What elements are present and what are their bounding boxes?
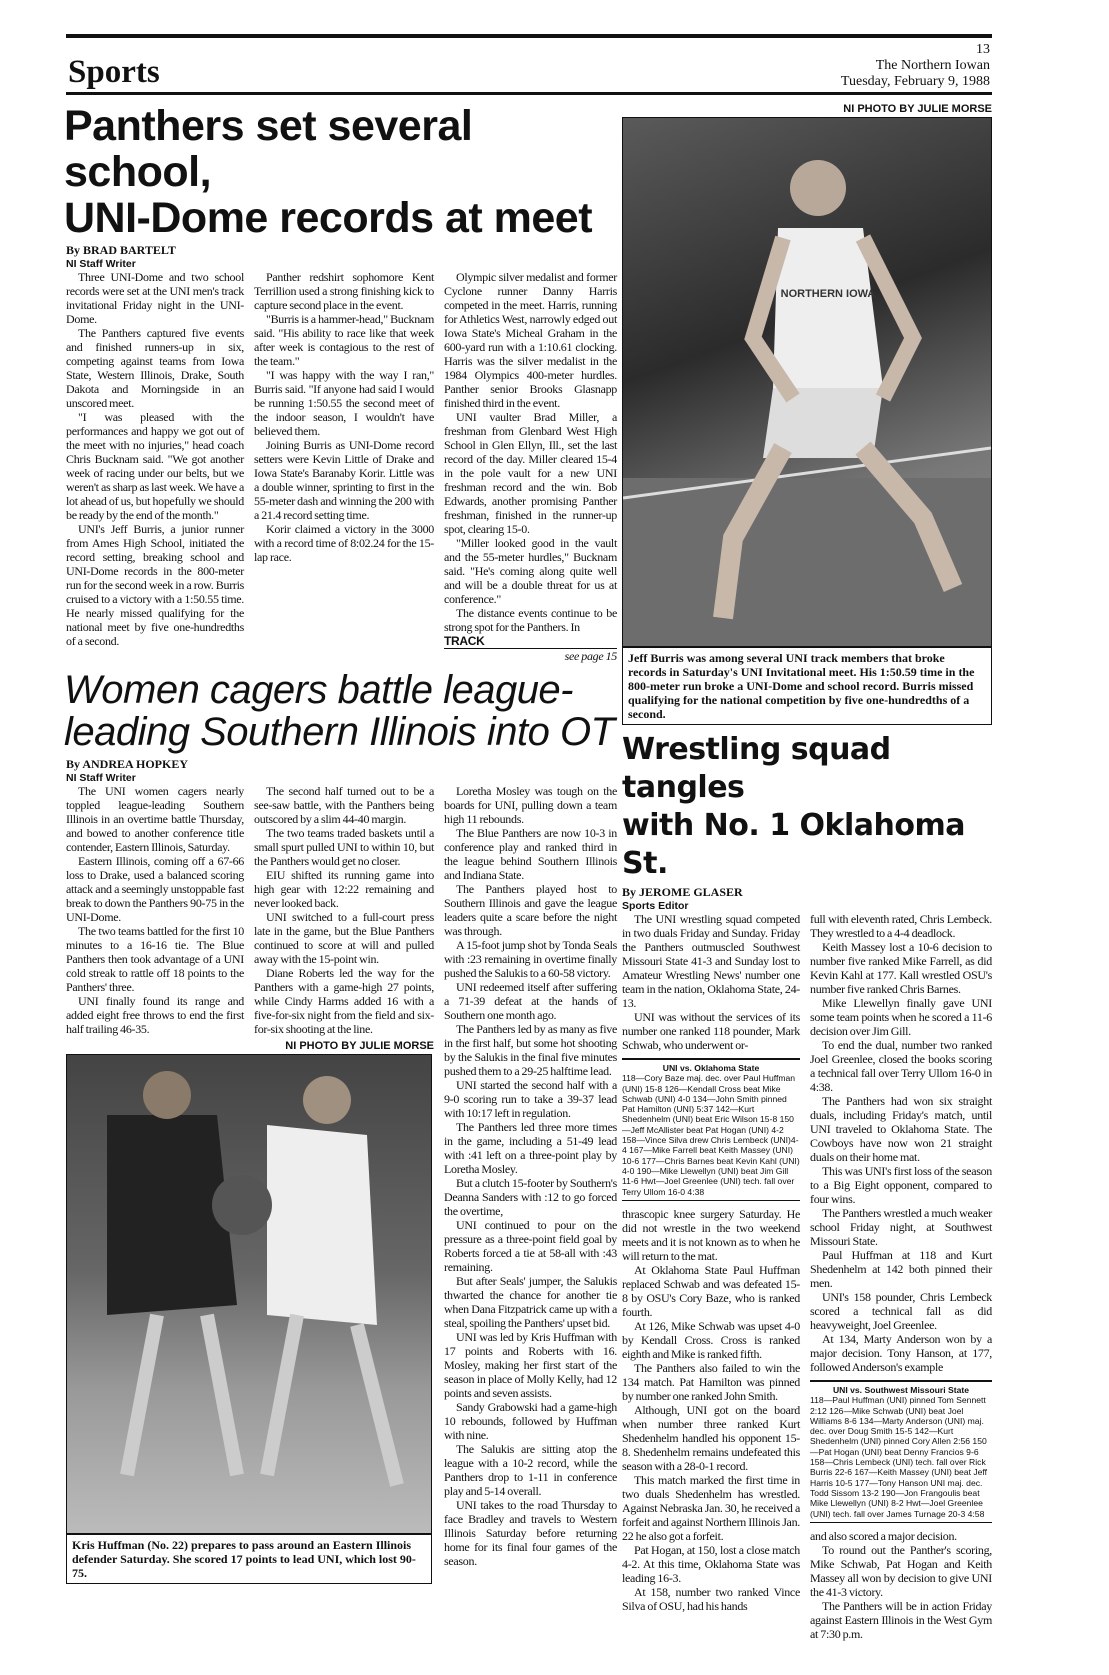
- results-text: 118—Paul Huffman (UNI) pinned Tom Sennett 2:12 126—Mike Schwab (UNI) beat Joel Williams 8-6 134—Marty Anderson (UNI) maj. dec. over Doug Smith 15-5 142—Kurt Shedenhelm (UNI) pinned Cory Allen 2:56 150—Pat Hogan (UNI) beat Denny Francios 9-6 158—Chris Lembeck (UNI) tech. fall over Rick Burris 22-6 167—Keith Massey (UNI) beat Jeff Harris 10-5 177—Tony Hanson UNI maj. dec. Todd Sissom 13-2 190—Jon Frangoulis beat Mike Llewellyn (UNI) 8-2 Hwt—Joel Greenlee (UNI) tech. fall over James Turnage 20-3 4:58: [810, 1395, 988, 1519]
- paragraph: full with eleventh rated, Chris Lembeck. They wrestled to a 4-4 deadlock.: [810, 912, 992, 940]
- paragraph: UNI's Jeff Burris, a junior runner from Ames High School, initiated the record setting, breaking school and UNI-Dome records in the 800-meter run for the second week in a row. Burris cruised to a victory with a 1:50.55 time. He nearly missed qualifying for the national meet by five one-hundredths of a second.: [66, 522, 244, 648]
- paragraph: The Panthers led three more times in the game, including a 51-49 lead with :41 left on a three-point play by Loretha Mosley.: [444, 1120, 617, 1176]
- paragraph: UNI was without the services of its number one ranked 118 pounder, Mark Schwab, who underwent or-: [622, 1010, 800, 1052]
- article1-column-2: [254, 270, 434, 564]
- section-title: Sports: [68, 54, 160, 90]
- paragraph: Mike Llewellyn finally gave UNI some team points when he scored a 11-6 decision over Jim Gill.: [810, 996, 992, 1038]
- article2-body: [66, 784, 617, 1584]
- paragraph: "Burris is a hammer-head," Bucknam said. "His ability to race like that week after week is contagious to the rest of the team.": [254, 312, 434, 368]
- paragraph: UNI's 158 pounder, Chris Lembeck scored a technical fall as did heavyweight, Joel Greenlee.: [810, 1290, 992, 1332]
- results-text: 118—Cory Baze maj. dec. over Paul Huffman (UNI) 15-8 126—Kendall Cross beat Mike Schwab (UNI) 4-0 134—John Smith pinned Pat Hamilton (UNI) 5:37 142—Kurt Shedenhelm (UNI) beat Eric Wilson 15-8 150—Jeff McAllister beat Pat Hogan (UNI) 4-2 158—Vince Silva drew Chris Lembeck (UNI)4-4 167—Mike Farrell beat Keith Massey (UNI) 10-6 177—Chris Barnes beat Kevin Kahl (UNI) 4-0 190—Mike Llewellyn (UNI) beat Jim Gill 11-6 Hwt—Joel Greenlee (UNI) tech. fall over Terry Ullom 16-0 4:38: [622, 1073, 800, 1197]
- staff-title: NI Staff Writer: [66, 772, 136, 784]
- byline: By ANDREA HOPKEY: [66, 757, 189, 771]
- article1-byline: [66, 243, 617, 270]
- paragraph: Korir claimed a victory in the 3000 with a record time of 8:02.24 for the 15-lap race.: [254, 522, 434, 564]
- paragraph: The UNI wrestling squad competed in two duals Friday and Sunday. Friday the Panthers outmuscled Southwest Missouri State 41-3 and Sunday lost to Amateur Wrestling News' number one team in the nation, Oklahoma State, 24-13.: [622, 912, 800, 1010]
- paragraph: The Panthers also failed to win the 134 match. Pat Hamilton was pinned by number one ranked John Smith.: [622, 1360, 800, 1403]
- article2-column-1: [66, 784, 244, 1036]
- paragraph: "I was pleased with the performances and happy we got out of the meet with no injuries," head coach Chris Bucknam said. "We got another week of racing under our belts, but we weren't as sharp as last week. We have a lot ahead of us, but hopefully we should be ready by the end of the month.": [66, 410, 244, 522]
- paragraph: The second half turned out to be a see-saw battle, with the Panthers being outscored by a slim 44-40 margin.: [254, 784, 434, 826]
- jersey-text: NORTHERN IOWA: [780, 288, 876, 300]
- byline: By BRAD BARTELT: [66, 243, 176, 257]
- results-title: UNI vs. Southwest Missouri State: [832, 1385, 970, 1395]
- paragraph: The Panthers will be in action Friday against Eastern Illinois in the West Gym at 7:30 p.m.: [810, 1598, 992, 1641]
- paragraph: The Panthers played host to Southern Illinois and gave the league leaders quite a scare before the night was through.: [444, 882, 617, 938]
- article1-headline: [64, 103, 617, 241]
- article3-column-2: [810, 912, 992, 1641]
- byline: By JEROME GLASER: [622, 885, 743, 899]
- article1-column-1: [66, 270, 244, 648]
- paragraph: At Oklahoma State Paul Huffman replaced Schwab and was defeated 15-8 by OSU's Cory Baze, who is ranked fourth.: [622, 1262, 800, 1319]
- paragraph: Panther redshirt sophomore Kent Terrillion used a strong finishing kick to capture second place in the event.: [254, 270, 434, 312]
- headline-line: Wrestling squad tangles: [622, 732, 891, 805]
- article2-left-block: [66, 784, 434, 1584]
- article1-column-3: [444, 270, 617, 663]
- paragraph: The Panthers wrestled a much weaker school Friday night, at Southwest Missouri State.: [810, 1206, 992, 1248]
- paragraph: Pat Hogan, at 150, lost a close match 4-2. At this time, Oklahoma State was leading 16-3.: [622, 1542, 800, 1585]
- paragraph: UNI was led by Kris Huffman with 17 points and Roberts with 16. Mosley, making her first start of the season in place of Molly Kelly, had 12 points and seven assists.: [444, 1330, 617, 1400]
- headline-line: with No. 1 Oklahoma St.: [622, 808, 965, 881]
- headline-line: Women cagers battle league-: [64, 668, 573, 712]
- paragraph: UNI finally found its range and added eight free throws to end the first half trailing 46-35.: [66, 994, 244, 1036]
- masthead-info: [841, 42, 990, 90]
- paragraph: To end the dual, number two ranked Joel Greenlee, closed the books scoring a technical fall over Terry Ullom 16-0 in 4:38.: [810, 1038, 992, 1094]
- runner-photo: [622, 117, 992, 647]
- paragraph: EIU shifted its running game into high gear with 12:22 remaining and never looked back.: [254, 868, 434, 910]
- paragraph: "I was happy with the way I ran," Burris said. "If anyone had said I would be running 1:50.55 the second meet of the indoor season, I wouldn't have believed them.: [254, 368, 434, 438]
- paper-name: The Northern Iowan: [875, 58, 990, 73]
- paragraph: The two teams traded baskets until a small spurt pulled UNI to within 10, but the Panthers would get no closer.: [254, 826, 434, 868]
- page-number: 13: [976, 42, 990, 57]
- paragraph: But a clutch 15-footer by Southern's Deanna Sanders with :12 to go forced the overtime,: [444, 1176, 617, 1218]
- staff-title: NI Staff Writer: [66, 258, 136, 270]
- runner-illustration: [623, 118, 991, 646]
- article2-headline: [64, 669, 617, 753]
- paragraph: UNI takes to the road Thursday to face Bradley and travels to Western Illinois Saturday before returning home for its final four games of the season.: [444, 1498, 617, 1568]
- paragraph: This match marked the first time in two duals Shedenhelm has wrestled. Against Nebraska Jan. 30, he received a forfeit and against Northern Illinois Jan. 22 he also got a forfeit.: [622, 1472, 800, 1543]
- paragraph: UNI continued to pour on the pressure as a three-point field goal by Roberts forced a tie at 58-all with :43 remaining.: [444, 1218, 617, 1274]
- headline-line: leading Southern Illinois into OT: [64, 710, 615, 754]
- paragraph: thrascopic knee surgery Saturday. He did not wrestle in the two weekend meets and it is not known as to when he will return to the mat.: [622, 1206, 800, 1263]
- photo1-caption: Jeff Burris was among several UNI track members that broke records in Saturday's UNI Invitational meet. His 1:50.59 time in the 800-meter run broke a UNI-Dome and school record. Burris missed qualifying for the national competition by five one-hundredths of a second.: [622, 647, 992, 725]
- photo1-credit: NI PHOTO BY JULIE MORSE: [843, 103, 992, 115]
- paragraph: The Salukis are sitting atop the league with a 10-2 record, while the Panthers drop to 1-11 in conference play and 5-14 overall.: [444, 1442, 617, 1498]
- page-body: [66, 34, 992, 1661]
- paragraph: Three UNI-Dome and two school records were set at the UNI men's track invitational Friday night in the UNI-Dome.: [66, 270, 244, 326]
- paragraph: UNI vaulter Brad Miller, a freshman from Glenbard West High School in Glen Ellyn, Ill., set the last record of the day. Miller cleared 15-4 in the pole vault for a new UNI freshman record and the win. Bob Edwards, another promising Panther freshman, finished in the runner-up spot, clearing 15-0.: [444, 410, 617, 536]
- photo2-caption: Kris Huffman (No. 22) prepares to pass around an Eastern Illinois defender Saturday. She scored 17 points to lead UNI, which lost 90-75.: [66, 1534, 432, 1584]
- paragraph: Eastern Illinois, coming off a 67-66 loss to Drake, used a balanced scoring attack and a seemingly unstoppable fast break to down the Panthers 90-75 in the UNI-Dome.: [66, 854, 244, 924]
- headline-line: UNI-Dome records at meet: [64, 194, 593, 242]
- paragraph: But after Seals' jumper, the Salukis thwarted the chance for another tie when Dana Fitzpatrick came up with a steal, spoiling the Panthers' upset bid.: [444, 1274, 617, 1330]
- paragraph: The Panthers had won six straight duals, including Friday's match, until UNI traveled to Oklahoma State. The Cowboys have now won 21 straight duals on their home mat.: [810, 1094, 992, 1164]
- article3-headline: [622, 731, 992, 883]
- article3-body: [622, 912, 992, 1641]
- jump-label: TRACK: [444, 634, 617, 649]
- paragraph: The Blue Panthers are now 10-3 in conference play and ranked third in the league behind Southern Illinois and Indiana State.: [444, 826, 617, 882]
- paragraph: "Miller looked good in the vault and the 55-meter hurdles," Bucknam said. "He's coming along quite well and will be a double threat for us at conference.": [444, 536, 617, 606]
- photo2-credit: NI PHOTO BY JULIE MORSE: [285, 1040, 434, 1052]
- paragraph: The Panthers captured five events and finished runners-up in six, competing against teams from Iowa State, Western Illinois, Drake, South Dakota and Morningside in an unscored meet.: [66, 326, 244, 410]
- paragraph: This was UNI's first loss of the season to a Big Eight opponent, compared to four wins.: [810, 1164, 992, 1206]
- article1-body: [66, 270, 617, 663]
- paragraph: Olympic silver medalist and former Cyclone runner Danny Harris competed in the meet. Harris, running for Athletics West, narrowly edged out Iowa State's Micheal Graham in the 600-yard run with a 1:10.61 clocking. Harris was the silver medalist in the 1984 Olympics 400-meter hurdles. Panther senior Brooks Glasnapp finished third in the event.: [444, 270, 617, 410]
- paragraph: UNI redeemed itself after suffering a 71-39 defeat at the hands of Southern one month ago.: [444, 980, 617, 1022]
- results-box-oklahoma-state: [622, 1058, 800, 1201]
- paragraph: Sandy Grabowski had a game-high 10 rebounds, followed by Huffman with nine.: [444, 1400, 617, 1442]
- paragraph: To round out the Panther's scoring, Mike Schwab, Pat Hogan and Keith Massey all won by decision to give UNI the 41-3 victory.: [810, 1542, 992, 1599]
- article2-column-3: [444, 784, 617, 1568]
- paragraph: UNI switched to a full-court press late in the game, but the Blue Panthers continued to score at will and pulled away with the 15-point win.: [254, 910, 434, 966]
- right-region: [622, 103, 992, 1641]
- paragraph: and also scored a major decision.: [810, 1528, 957, 1543]
- staff-title: Sports Editor: [622, 900, 689, 912]
- headline-line: Panthers set several school,: [64, 102, 473, 196]
- paragraph: Diane Roberts led the way for the Panthers with a game-high 27 points, while Cindy Harms added 16 with a five-for-six night from the field and six-for-six shooting at the line.: [254, 966, 434, 1036]
- paragraph: Although, UNI got on the board when number three ranked Kurt Shedenhelm handled his opponent 15-8. Shedenhelm remains undefeated this season with a 28-0-1 record.: [622, 1402, 800, 1473]
- main-layout: [66, 103, 992, 1641]
- article3-column-1: [622, 912, 800, 1613]
- article2-column-2: [254, 784, 434, 1036]
- paragraph: Keith Massey lost a 10-6 decision to number five ranked Mike Farrell, as did Kevin Kahl at 177. Kall wrestled OSU's number five ranked Chris Barnes.: [810, 940, 992, 996]
- paragraph: The Panthers led by as many as five in the first half, but some hot shooting by the Salukis in the final five minutes pushed them to a 29-25 halftime lead.: [444, 1022, 617, 1078]
- results-box-southwest-missouri-state: [810, 1380, 992, 1523]
- basketball-photo: [66, 1054, 432, 1534]
- paragraph: At 126, Mike Schwab was upset 4-0 by Kendall Cross. Cross is ranked eighth and Mike is ranked fifth.: [622, 1318, 800, 1361]
- masthead-rule: [66, 92, 992, 95]
- left-region: [66, 103, 617, 1584]
- paragraph: The two teams battled for the first 10 minutes to a 16-16 tie. The Blue Panthers then took advantage of a UNI cold streak to rattle off 18 points to the Panthers' three.: [66, 924, 244, 994]
- jump-link[interactable]: see page 15: [564, 649, 617, 663]
- article2-byline: [66, 757, 617, 784]
- article2-upper-columns: [66, 784, 434, 1036]
- basketball-illustration: [67, 1055, 431, 1533]
- issue-date: Tuesday, February 9, 1988: [840, 74, 990, 89]
- paragraph: At 134, Marty Anderson won by a major decision. Tony Hanson, at 177, followed Anderson's example: [810, 1332, 992, 1374]
- results-title: UNI vs. Oklahoma State: [662, 1063, 760, 1073]
- masthead: [66, 38, 992, 90]
- paragraph: At 158, number two ranked Vince Silva of OSU, had his hands: [622, 1584, 800, 1613]
- paragraph: The UNI women cagers nearly toppled league-leading Southern Illinois in an overtime battle Thursday, and bowed to another conference title contender, Eastern Illinois, Saturday.: [66, 784, 244, 854]
- paragraph: The distance events continue to be strong spot for the Panthers. In: [444, 606, 617, 634]
- paragraph: Joining Burris as UNI-Dome record setters were Kevin Little of Drake and Iowa State's Baranaby Korir. Little was a double winner, sprinting to first in the 55-meter dash and winning the 200 with a 21.4 record setting time.: [254, 438, 434, 522]
- paragraph: UNI started the second half with a 9-0 scoring run to take a 39-37 lead with 10:17 left in regulation.: [444, 1078, 617, 1120]
- paragraph: Loretha Mosley was tough on the boards for UNI, pulling down a team high 11 rebounds.: [444, 784, 617, 826]
- paragraph: A 15-foot jump shot by Tonda Seals with :23 remaining in overtime finally pushed the Salukis to a 60-58 victory.: [444, 938, 617, 980]
- paragraph: Paul Huffman at 118 and Kurt Shedenhelm at 142 both pinned their men.: [810, 1248, 992, 1290]
- article3-byline: [622, 885, 992, 912]
